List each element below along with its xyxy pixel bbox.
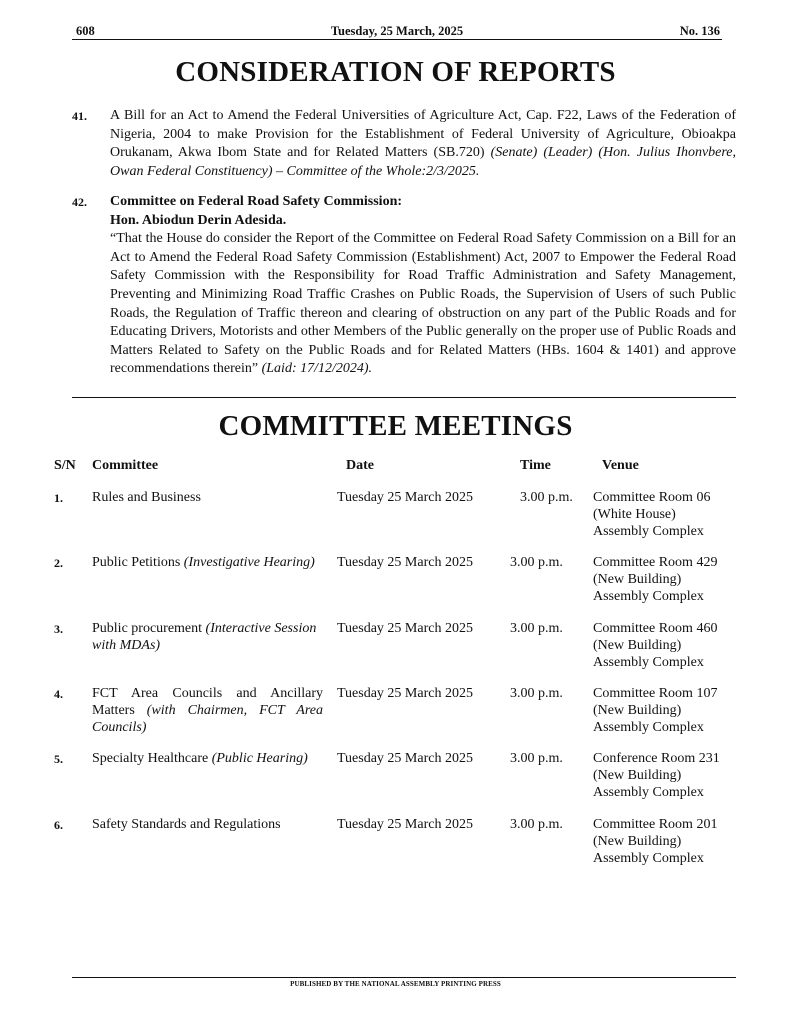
committee-cell bbox=[92, 621, 323, 655]
committee-cell bbox=[92, 686, 323, 736]
publisher-footer: PUBLISHED BY THE NATIONAL ASSEMBLY PRINTING PRESS bbox=[290, 980, 501, 988]
committee-name: Public procurement bbox=[92, 621, 203, 636]
item-heading: Committee on Federal Road Safety Commission: bbox=[110, 194, 403, 209]
venue-room: Committee Room 201 bbox=[593, 817, 718, 832]
venue-room: Committee Room 460 bbox=[593, 621, 718, 636]
committee-name: Rules and Business bbox=[92, 490, 201, 505]
reports-title: CONSIDERATION OF REPORTS bbox=[175, 56, 616, 88]
venue-cell bbox=[593, 751, 720, 801]
time-cell: 3.00 p.m. bbox=[510, 555, 563, 570]
column-header-committee: Committee bbox=[92, 458, 159, 473]
time-cell: 3.00 p.m. bbox=[510, 751, 563, 766]
issue-number: No. 136 bbox=[679, 24, 720, 38]
venue-cell bbox=[593, 555, 717, 605]
committee-note: (Interactive Session with MDAs) bbox=[92, 621, 317, 653]
venue-building: (New Building) bbox=[593, 637, 682, 653]
row-number: 4. bbox=[54, 687, 63, 701]
venue-complex: Assembly Complex bbox=[593, 719, 704, 735]
item-text: A Bill for an Act to Amend the Federal Universities of Agriculture Act, Cap. F22, Laws of the Federation of Nigeria, 2004 to make Provision for the Establishment of Federal University of Agriculture, Obioakpa Orukanam, Akwa Ibom State and for Related Matters (SB.720) bbox=[110, 108, 736, 161]
venue-room: Conference Room 231 bbox=[593, 751, 720, 766]
section-divider bbox=[72, 397, 736, 398]
item-number: 41. bbox=[72, 109, 87, 123]
date-cell: Tuesday 25 March 2025 bbox=[337, 686, 473, 701]
column-header-venue: Venue bbox=[602, 458, 639, 473]
time-cell: 3.00 p.m. bbox=[510, 621, 563, 636]
time-cell: 3.00 p.m. bbox=[520, 490, 573, 505]
committee-note: (Investigative Hearing) bbox=[183, 555, 315, 570]
venue-room: Committee Room 107 bbox=[593, 686, 718, 701]
venue-complex: Assembly Complex bbox=[593, 850, 704, 866]
committee-name: FCT Area Councils and Ancillary Matters bbox=[92, 686, 323, 718]
time-cell: 3.00 p.m. bbox=[510, 686, 563, 701]
item-text: “That the House do consider the Report of the Committee on Federal Road Safety Commission on a Bill for an Act to Amend the Federal Road Safety Commission (Establishment) Act, 2007 to Empower the Federal Road Safety Commission with the Responsibility for Road Traffic Administration and Safety Management, Preventing and Minimizing Road Traffic Crashes on Public Roads, the Supervision of Users of such Public Roads, the Regulation of Traffic thereon and clearing of obstruction on any part of the Public Roads and for Educating Drivers, Motorists and other Members of the Public generally on the proper use of Public Roads and Matters Related to Safety on the Public Roads and for Related Matters (HBs. 1604 & 1401) and approve recommendations therein” bbox=[110, 231, 736, 377]
venue-building: (New Building) bbox=[593, 571, 682, 587]
committee-cell bbox=[92, 751, 332, 768]
date-cell: Tuesday 25 March 2025 bbox=[337, 817, 473, 832]
row-number: 1. bbox=[54, 491, 63, 505]
venue-complex: Assembly Complex bbox=[593, 588, 704, 604]
committee-cell bbox=[92, 555, 332, 572]
committee-cell bbox=[92, 490, 323, 507]
report-item bbox=[72, 107, 736, 181]
committee-note: (with Chairmen, FCT Area Councils) bbox=[92, 702, 323, 735]
row-number: 5. bbox=[54, 752, 63, 766]
item-body bbox=[110, 193, 736, 379]
date-cell: Tuesday 25 March 2025 bbox=[337, 555, 473, 570]
venue-cell bbox=[593, 490, 710, 540]
item-body bbox=[110, 107, 736, 181]
date-cell: Tuesday 25 March 2025 bbox=[337, 751, 473, 766]
item-note: (Laid: 17/12/2024). bbox=[261, 361, 373, 377]
venue-building: (New Building) bbox=[593, 833, 682, 849]
report-item bbox=[72, 193, 736, 379]
venue-complex: Assembly Complex bbox=[593, 523, 704, 539]
committee-note: (Public Hearing) bbox=[211, 751, 308, 766]
column-header-sn: S/N bbox=[54, 458, 76, 473]
row-number: 2. bbox=[54, 556, 63, 570]
venue-building: (New Building) bbox=[593, 702, 682, 718]
row-number: 3. bbox=[54, 622, 63, 636]
date-cell: Tuesday 25 March 2025 bbox=[337, 621, 473, 636]
committee-name: Specialty Healthcare bbox=[92, 751, 209, 766]
page-number: 608 bbox=[76, 24, 95, 38]
committee-name: Safety Standards and Regulations bbox=[92, 817, 281, 832]
item-note: (Senate) (Leader) (Hon. Julius Ihonvbere, Owan Federal Constituency) – Committee of the Whole:2/3/2025. bbox=[110, 145, 737, 179]
column-header-time: Time bbox=[520, 458, 551, 473]
row-number: 6. bbox=[54, 818, 63, 832]
meetings-title: COMMITTEE MEETINGS bbox=[218, 410, 573, 442]
footer-divider bbox=[72, 977, 736, 978]
committee-cell bbox=[92, 817, 332, 834]
venue-cell bbox=[593, 621, 717, 671]
time-cell: 3.00 p.m. bbox=[510, 817, 563, 832]
venue-cell bbox=[593, 817, 717, 867]
committee-name: Public Petitions bbox=[92, 555, 181, 570]
page-header bbox=[72, 24, 722, 40]
venue-room: Committee Room 429 bbox=[593, 555, 718, 570]
venue-complex: Assembly Complex bbox=[593, 654, 704, 670]
venue-complex: Assembly Complex bbox=[593, 784, 704, 800]
column-header-date: Date bbox=[346, 458, 374, 473]
item-sponsor: Hon. Abiodun Derin Adesida. bbox=[110, 212, 287, 228]
date-cell: Tuesday 25 March 2025 bbox=[337, 490, 473, 505]
venue-building: (White House) bbox=[593, 506, 676, 522]
venue-room: Committee Room 06 bbox=[593, 490, 711, 505]
venue-cell bbox=[593, 686, 717, 736]
item-number: 42. bbox=[72, 195, 87, 209]
header-date: Tuesday, 25 March, 2025 bbox=[330, 24, 464, 38]
venue-building: (New Building) bbox=[593, 767, 682, 783]
